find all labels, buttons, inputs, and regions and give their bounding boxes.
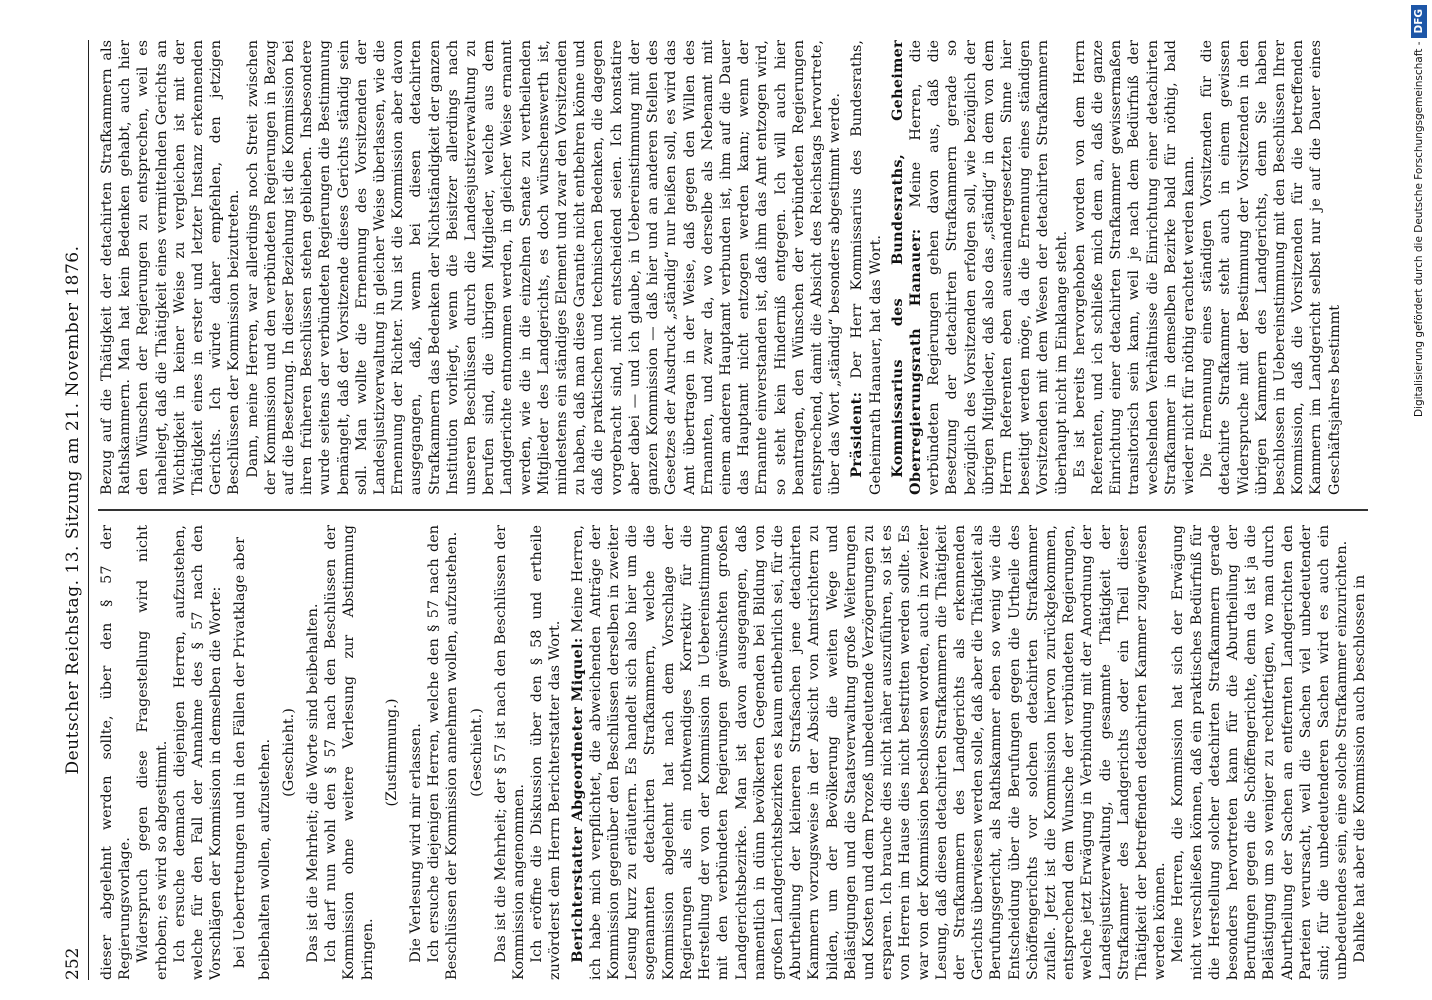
right-column [98, 40, 1378, 495]
page-number: 252 [63, 947, 83, 980]
left-column [98, 525, 1378, 980]
stage-direction: bei Uebertretungen und in den Fällen der Privatklage aber [232, 537, 249, 968]
column-rule [98, 510, 1368, 512]
text-paragraph: Widerspruch gegen diese Fragestellung wird nicht erhoben; es wird so abgestimmt. [135, 525, 170, 980]
speech-paragraph [889, 40, 1071, 495]
speech-text: Meine Herren, ich habe mich verpflichtet, die abweichenden Anträge der Kommission gegenüber den Beschlüssen derselben in zweiter Lesung kurz zu erläutern. Es handelt sich also hier um die sogenannten detachirten Strafkammern, welche die Kommission abgelehnt hat nach dem Vorschlage der Regierungen als ein nothwendiges Korrektiv für die Herstellung der von der Kommission in Uebereinstimmung mit den verbündeten Regierungen gewünschten großen Landgerichtsbezirke. Man ist davon ausgegangen, daß namentlich in dünn bevölkerten Gegenden bei Bildung von großen Landgerichtsbezirken es kaum entbehrlich sei, für die Aburtheilung der kleineren Strafsachen jene detachirten Kammern vorzugsweise in der Absicht von Amtsrichtern zu bilden, um der Bevölkerung die weiten Wege und Belästigungen und die Staatsverwaltung große Weiterungen und Kosten und dem Prozeß unbedeutende Verzögerungen zu ersparen. Ich brauche dies nicht näher auszuführen, so ist es von Herren im Hause dies nicht bestritten werden sollte. Es war von der Kommission beschlossen worden, auch in zweiter Lesung, daß diesen detachirten Strafkammern die Thätigkeit der Strafkammern des Landgerichts als erkennenden Gerichts überwiesen werden solle, daß aber die Thätigkeit als Berufungsgericht, als Rathskammer eben so wenig wie die Entscheidung über die Berufungen gegen die Urtheile des Schöffengerichts vor solchen detachirten Strafkammer zufalle. Jetzt ist die Kommission hiervon zurückgekommen, entsprechend dem Wunsche der verbündeten Regierungen, welche jetzt Erwägung in Verbindung mit der Anordnung der Landesjustizverwaltung, die gesammte Thätigkeit der Strafkammer des Landgerichts oder ein Theil dieser Thätigkeit der betreffenden detachirten Kammer zugewiesen werden können. [569, 525, 1169, 980]
stage-direction: (Zustimmung.) [383, 698, 400, 807]
text-paragraph: Ich eröffne die Diskussion über den § 58 und ertheile zuvörderst dem Herrn Berichterstatter das Wort. [529, 525, 564, 980]
text-paragraph: dieser abgelehnt werden sollte, über den § 57 der Regierungsvorlage. [99, 525, 134, 980]
rotated-page [58, 40, 1398, 980]
text-paragraph: Ich ersuche demnach diejenigen Herren, aufzustehen, welche für den Fall der Annahme des § 57 nach den Vorschlägen der Kommission in demselben die Worte: [171, 525, 225, 980]
page-header [58, 40, 89, 980]
speech-paragraph [848, 40, 884, 495]
text-paragraph: Ich ersuche diejenigen Herren, welche den § 57 nach den Beschlüssen der Kommission annehmen wollen, aufzustehen. [426, 525, 461, 980]
running-title: Deutscher Reichstag. 13. Sitzung am 21. November 1876. [63, 245, 83, 775]
speech-text: Der Herr Kommissarius des Bundesraths, Geheimrath Hanauer, hat das Wort. [849, 40, 884, 495]
text-paragraph: Meine Herren, die Kommission hat sich der Erwägung nicht verschließen können, daß ein praktisches Bedürfniß für die Herstellung solcher detachirten Strafkammern gerade besonders hervortreten kann für die Aburtheilung der Berufungen gegen die Schöffengerichte, denn da ist ja die Belästigung um so weniger zu rechtfertigen, wo man durch Aburtheilung der Sachen an entfernten Landgerichten den Parteien verursacht, weil die Sachen viel unbedeutender sind; für die unbedeutenderen Sachen wird es auch ein unbedeutendes sein, eine solche Strafkammer einzurichten. [1170, 525, 1351, 980]
speaker-name: Berichterstatter Abgeordneter Miquel: [568, 637, 586, 963]
text-paragraph: Dann, meine Herren, war allerdings noch Streit zwischen der Kommission und den verbündeten Regierungen in Bezug auf die Besetzung. In dieser Beziehung ist die Kommission bei ihren früheren Beschlüssen stehen geblieben. Insbesondere wurde seitens der verbündeten Regierungen die Bestimmung bemängelt, daß der Vorsitzende dieses Gerichts ständig sein soll. Man wollte die Ernennung des Vorsitzenden der Landesjustizverwaltung in gleicher Weise überlassen, wie die Ernennung der Richter. Nun ist die Kommission aber davon ausgegangen, daß, wenn bei diesen detachirten Strafkammern das Bedenken der Nichtständigkeit der ganzen Institution vorliegt, wenn die Beisitzer allerdings nach unseren Beschlüssen durch die Landesjustizverwaltung zu berufen sind, die übrigen Mitglieder, welche aus dem Landgerichte entnommen werden, in gleicher Weise ernannt werden, wie die in die einzelnen Senate zu vertheilenden Mitglieder des Landgerichts, es doch wünschenswerth ist, mindestens ein ständiges Element und zwar den Vorsitzenden zu haben, daß man diese Garantie nicht entbehren könne und daß die praktischen und technischen Bedenken, die dagegen vorgebracht sind, nicht entscheidend seien. Ich konstatire aber dabei — und ich glaube, in Uebereinstimmung mit der ganzen Kommission — daß hier und an anderen Stellen des Gesetzes der Ausdruck „ständig“ nur heißen soll, es wird das Amt übertragen in der Weise, daß gegen den Willen des Ernannten, und zwar da, wo derselbe als Nebenamt mit einem anderen Hauptamt verbunden ist, ihm auf die Dauer das Hauptamt nicht entzogen werden kann; wenn der Ernannte einverstanden ist, daß ihm das Amt entzogen wird, so steht kein Hinderniß entgegen. Ich will auch hier beantragen, den Wünschen der verbündeten Regierungen entsprechend, damit die Absicht des Reichstags hervortrete, über das Wort „ständig“ besonders abgestimmt werde. [244, 40, 844, 495]
text-paragraph: Die Verlesung wird mir erlassen. [408, 723, 425, 963]
stage-direction: (Geschieht.) [280, 708, 297, 797]
speaker-name: Präsident: [848, 391, 866, 478]
digitization-credit [1410, 5, 1428, 995]
speech-paragraph [569, 525, 1170, 980]
text-paragraph: Ich darf nun wohl den § 57 nach den Beschlüssen der Kommission ohne weitere Verlesung zur Abstimmung bringen. [323, 525, 376, 980]
stage-direction: (Geschieht.) [468, 708, 485, 797]
speaker-name: Kommissarius des Bundesraths, Geheimer Oberregierungsrath Hanauer: [888, 40, 924, 495]
text-paragraph: Die Ernennung eines ständigen Vorsitzenden für die detachirte Strafkammer steht auch in einem gewissen Widerspruche mit der Bestimmung der Vorsitzenden in den übrigen Kammern des Landgerichts, denn Sie haben beschlossen in Uebereinstimmung mit den Beschlüssen Ihrer Kommission, daß die Vorsitzenden für die betreffenden Kammern im Landgericht selbst nur je auf die Dauer eines Geschäftsjahres bestimmt [1199, 40, 1343, 495]
text-paragraph: Dahlke hat aber die Kommission auch beschlossen in [1352, 574, 1369, 963]
text-paragraph: Es ist bereits hervorgehoben worden von dem Herrn Referenten, und ich schließe mich dem an, daß die ganze Einrichtung einer detachirten Strafkammer gewissermaßen transitorisch sein kann, weil je nach dem Bedürfniß der wechselnden Verhältnisse die Einrichtung einer detachirten Strafkammer in demselben Bezirke bald für nöthig, bald wieder nicht für nöthig erachtet werden kann. [1071, 40, 1197, 495]
text-paragraph: Das ist die Mehrheit; die Worte sind beibehalten. [305, 603, 322, 963]
text-paragraph: beibehalten wollen, aufzustehen. [256, 738, 273, 980]
text-paragraph: Das ist die Mehrheit; der § 57 ist nach den Beschlüssen der Kommission angenommen. [492, 525, 528, 980]
dfg-logo: DFG [1411, 5, 1427, 38]
text-paragraph: Bezug auf die Thätigkeit der detachirten Strafkammern als Rathskammern. Man hat kein Bedenken gehabt, auch hier den Wünschen der Regierungen zu entsprechen, weil es naheliegt, daß die Thätigkeit eines vermittelnden Gerichts an Wichtigkeit in keiner Weise zu vergleichen ist mit der Thätigkeit eines in erster und letzter Instanz erkennenden Gerichts. Ich würde daher empfehlen, den jetzigen Beschlüssen der Kommission beizutreten. [99, 40, 243, 495]
speech-text: Meine Herren, die verbündeten Regierungen gehen davon aus, daß die Besetzung der detachirten Strafkammern gerade so bezüglich des Vorsitzenden erfolgen soll, wie bezüglich der übrigen Mitglieder, daß also das „ständig“ in dem von dem Herrn Referenten eben auseinandergesetzten Sinne hier beseitigt werden möge, da die Ernennung eines ständigen Vorsitzenden mit dem Wesen der detachirten Strafkammern überhaupt nicht im Einklange steht. [907, 40, 1070, 495]
credit-text: Digitalisierung gefördert durch die Deutsche Forschungsgemeinschaft - [1413, 41, 1425, 418]
